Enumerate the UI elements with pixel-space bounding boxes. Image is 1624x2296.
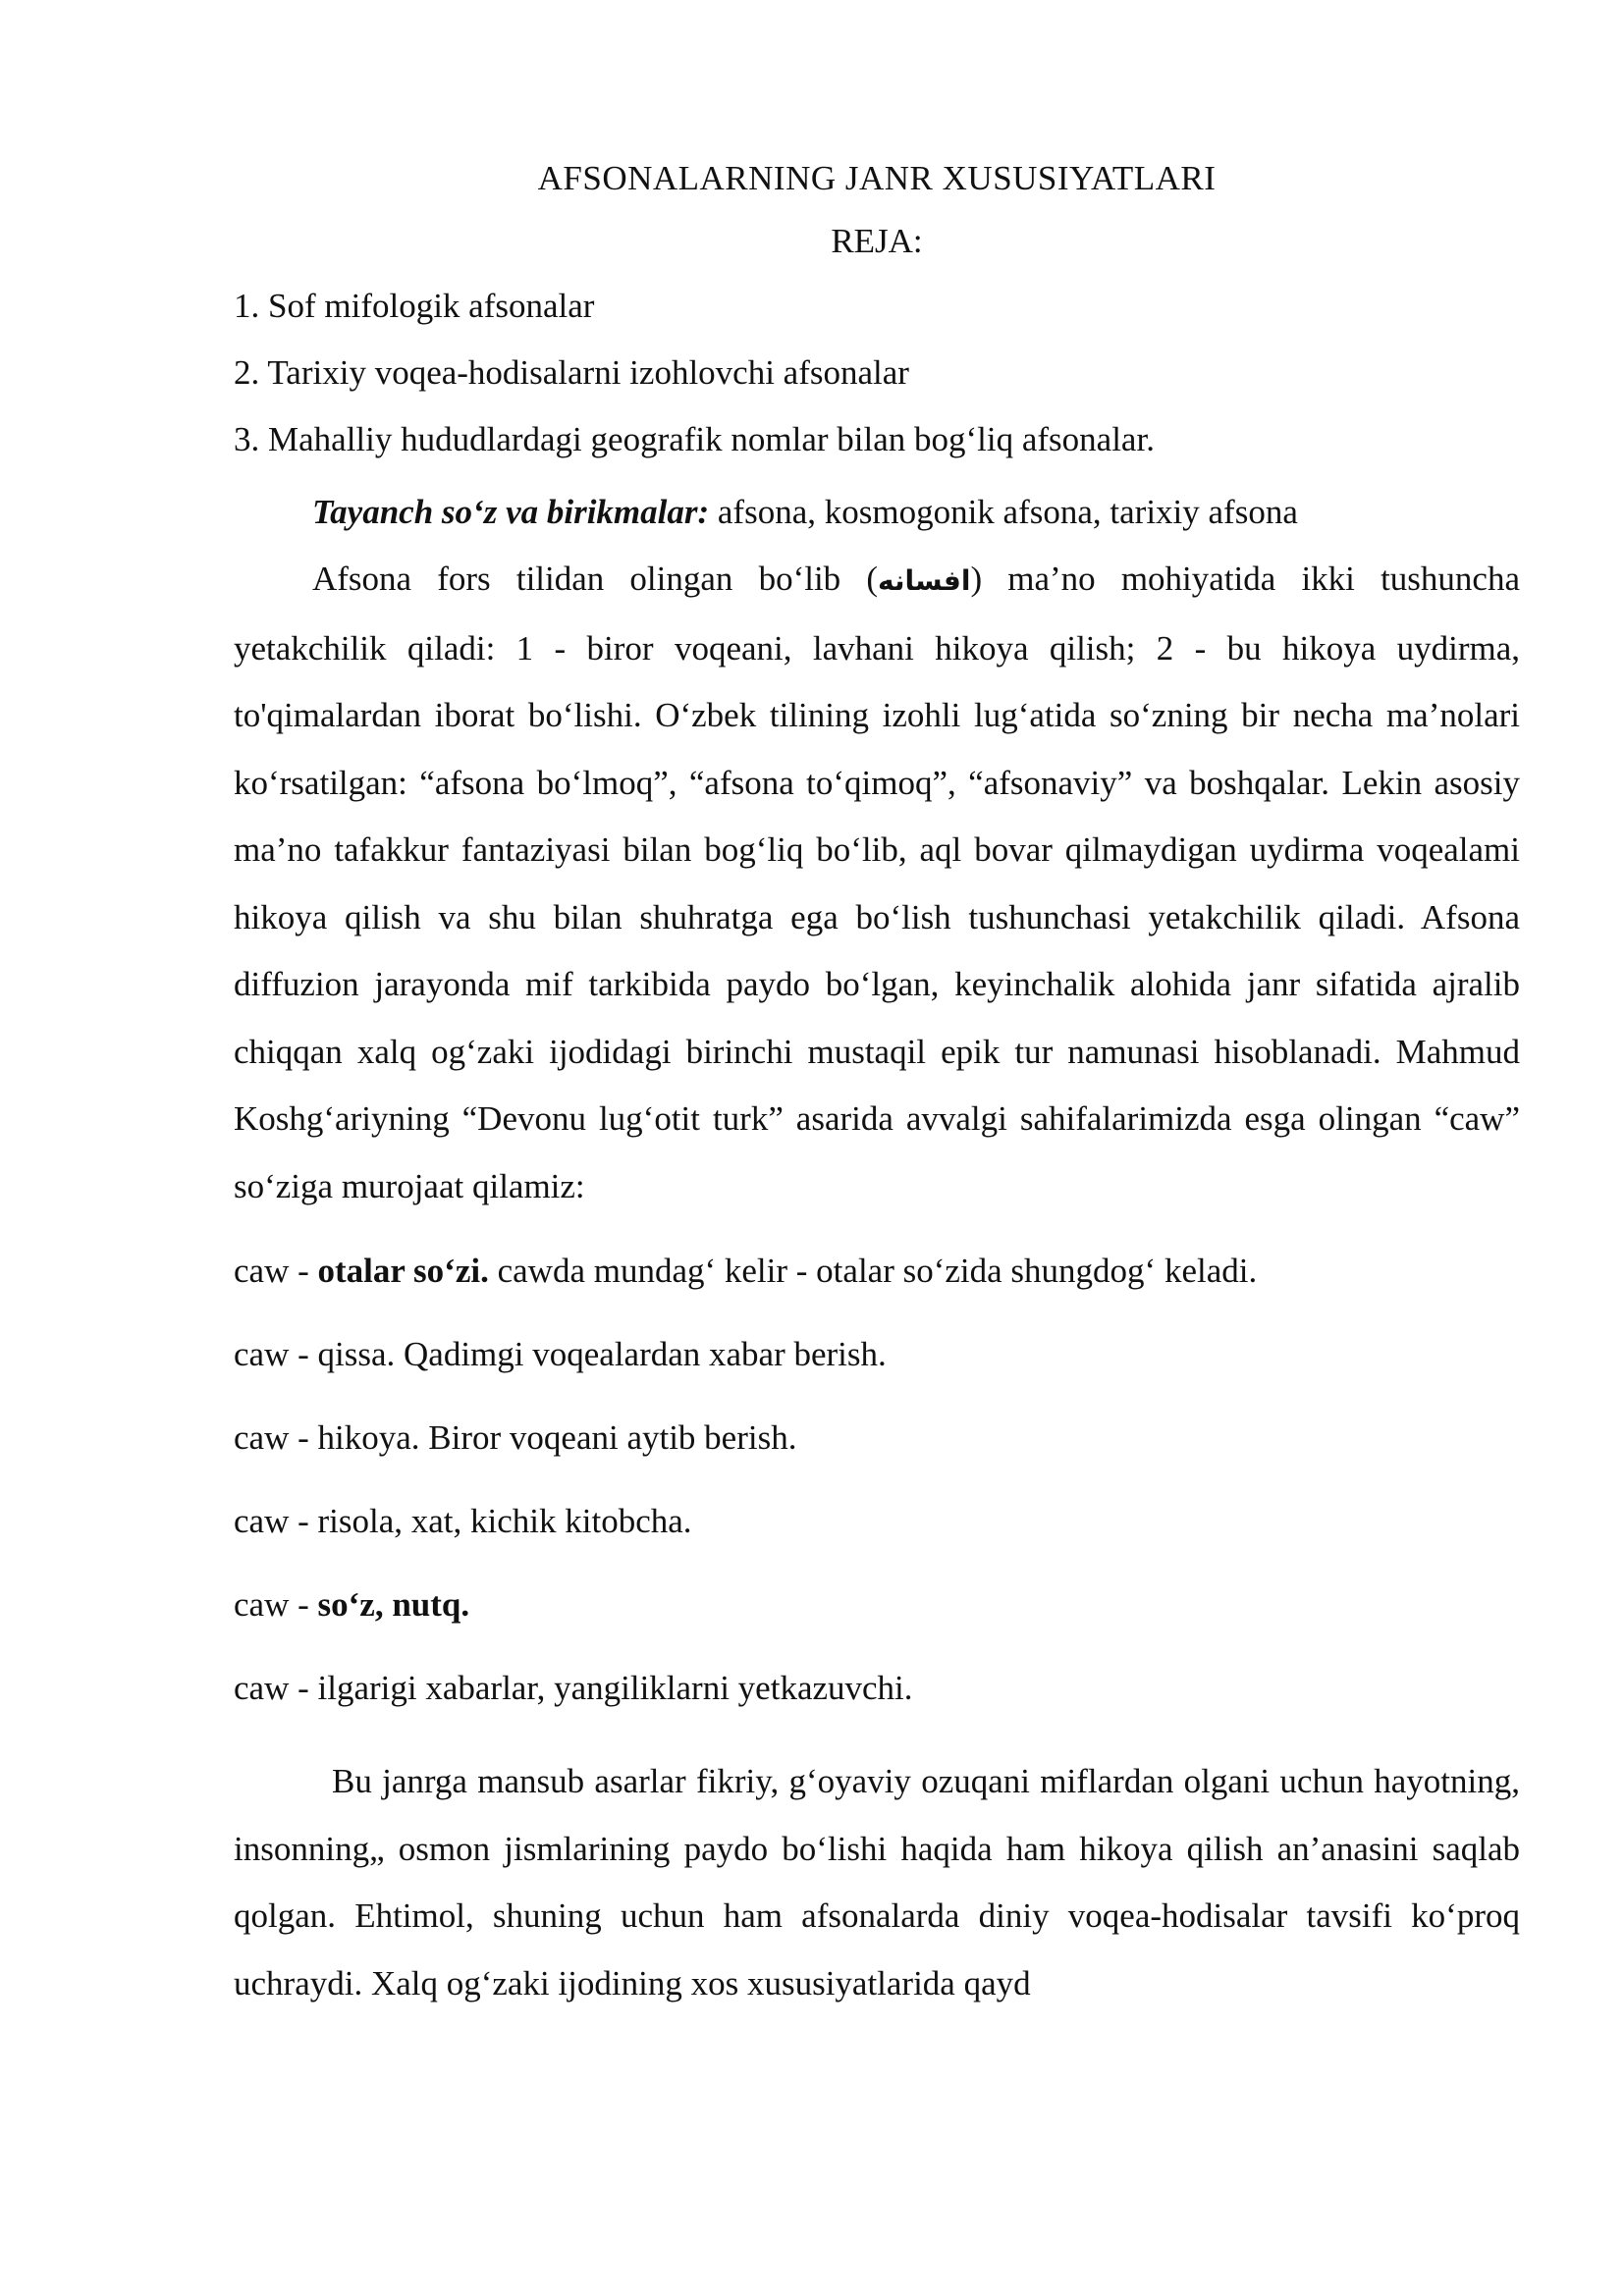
plan-item: 3. Mahalliy hududlardagi geografik nomlar bilan bog‘liq afsonalar. <box>234 420 1155 458</box>
definition-term: caw - <box>234 1335 318 1373</box>
document-body <box>234 147 1520 2017</box>
definition-text: risola, xat, kichik kitobcha. <box>317 1502 692 1540</box>
definition-text: hikoya. Biror voqeani aytib berish. <box>317 1418 797 1457</box>
definition-bold: so‘z, nutq. <box>317 1585 470 1624</box>
plan-item: 1. Sof mifologik afsonalar <box>234 287 595 325</box>
definition-item <box>234 1391 1520 1474</box>
definition-list <box>234 1224 1520 1725</box>
plan-heading: REJA: <box>831 222 923 260</box>
keywords-line <box>234 479 1520 546</box>
paragraph-text-start: Afsona fors tilidan olingan bo‘lib ( <box>312 560 878 598</box>
definition-item <box>234 1224 1520 1308</box>
definition-item <box>234 1558 1520 1641</box>
definition-term: caw - <box>234 1418 318 1457</box>
definition-text: cawda mundag‘ kelir - otalar so‘zida shungdog‘ keladi. <box>488 1252 1258 1290</box>
arabic-word: افسانه <box>878 564 971 597</box>
plan-list <box>234 273 1520 473</box>
definition-term: caw - <box>234 1502 318 1540</box>
paragraph-afsona-definition <box>234 546 1520 1220</box>
definition-item <box>234 1641 1520 1725</box>
keywords-label: Tayanch so‘z va birikmalar: <box>312 493 710 531</box>
definition-text: qissa. Qadimgi voqealardan xabar berish. <box>317 1335 887 1373</box>
definition-term: caw - <box>234 1585 318 1624</box>
definition-bold: otalar so‘zi. <box>317 1252 489 1290</box>
plan-item: 2. Tarixiy voqea-hodisalarni izohlovchi afsonalar <box>234 353 909 392</box>
definition-item <box>234 1474 1520 1558</box>
keywords-text: afsona, kosmogonik afsona, tarixiy afsona <box>709 493 1298 531</box>
definition-item <box>234 1308 1520 1391</box>
definition-term: caw - <box>234 1252 318 1290</box>
definition-text: ilgarigi xabarlar, yangiliklarni yetkazuvchi. <box>317 1669 913 1707</box>
definition-term: caw - <box>234 1669 318 1707</box>
document-title: AFSONALARNING JANR XUSUSIYATLARI <box>537 159 1217 197</box>
paragraph-text-rest: ) ma’no mohiyatida ikki tushuncha yetakchilik qiladi: 1 - biror voqeani, lavhani hikoya qilish; 2 - bu hikoya uydirma, to'qimalardan iborat bo‘lishi. O‘zbek tilining izohli lug‘atida so‘zning bir necha ma’nolari ko‘rsatilgan: “afsona bo‘lmoq”, “afsona to‘qimoq”, “afsonaviy” va boshqalar. Lekin asosiy ma’no tafakkur fantaziyasi bilan bog‘liq bo‘lib, aql bovar qilmaydigan uydirma voqealami hikoya qilish va shu bilan shuhratga ega bo‘lish tushunchasi yetakchilik qiladi. Afsona diffuzion jarayonda mif tarkibida paydo bo‘lgan, keyinchalik alohida janr sifatida ajralib chiqqan xalq og‘zaki ijodidagi birinchi mustaqil epik tur namunasi hisoblanadi. Mahmud Koshg‘ariyning “Devonu lug‘otit turk” asarida avvalgi sahifalarimizda esga olingan “caw” so‘ziga murojaat qilamiz: <box>234 560 1520 1205</box>
paragraph-janr-features: Bu janrga mansub asarlar fikriy, g‘oyaviy ozuqani miflardan olgani uchun hayotning, insonning„ osmon jismlarining paydo bo‘lishi haqida ham hikoya qilish an’anasini saqlab qolgan. Ehtimol, shuning uchun ham afsonalarda diniy voqea-hodisalar tavsifi ko‘proq uchraydi. Xalq og‘zaki ijodining xos xususiyatlarida qayd <box>234 1762 1520 2002</box>
